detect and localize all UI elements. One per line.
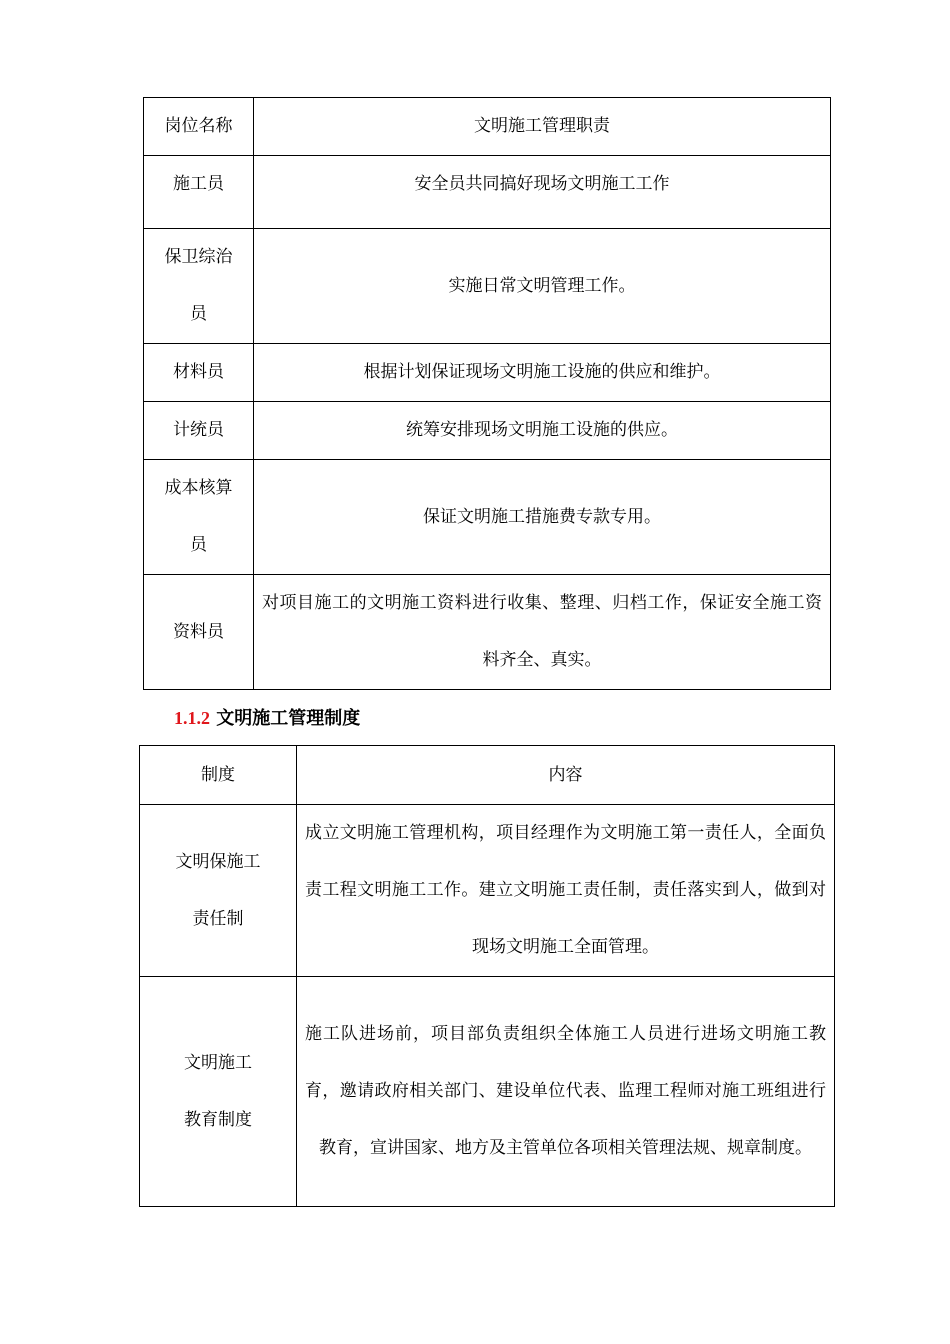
header-duty: 文明施工管理职责 [254,98,831,156]
table-row [144,575,831,690]
table-row [144,344,831,402]
section-title: 文明施工管理制度 [216,708,361,729]
header-system: 制度 [140,746,297,805]
table-row [144,402,831,460]
table-row [140,805,835,977]
table-row [144,156,831,229]
position-cell: 资料员 [144,575,254,690]
table-row [144,229,831,344]
duty-cell: 对项目施工的文明施工资料进行收集、整理、归档工作，保证安全施工资料齐全、真实。 [254,575,831,690]
table-header-row [140,746,835,805]
system-cell: 文明施工教育制度 [140,977,297,1207]
content-cell: 施工队进场前，项目部负责组织全体施工人员进行进场文明施工教育，邀请政府相关部门、建设单位代表、监理工程师对施工班组进行教育，宣讲国家、地方及主管单位各项相关管理法规、规章制度。 [297,977,835,1207]
duty-cell: 保证文明施工措施费专款专用。 [254,460,831,575]
position-cell: 成本核算员 [144,460,254,575]
section-number: 1.1.2 [174,708,210,728]
duty-cell: 根据计划保证现场文明施工设施的供应和维护。 [254,344,831,402]
duty-table [143,97,831,690]
system-cell: 文明保施工责任制 [140,805,297,977]
header-position: 岗位名称 [144,98,254,156]
table-row [144,460,831,575]
content-cell: 成立文明施工管理机构，项目经理作为文明施工第一责任人，全面负责工程文明施工工作。建立文明施工责任制，责任落实到人，做到对现场文明施工全面管理。 [297,805,835,977]
table-row [140,977,835,1207]
section-heading [174,704,360,730]
position-cell: 施工员 [144,156,254,229]
duty-cell: 实施日常文明管理工作。 [254,229,831,344]
position-cell: 保卫综治员 [144,229,254,344]
position-cell: 计统员 [144,402,254,460]
position-cell: 材料员 [144,344,254,402]
header-content: 内容 [297,746,835,805]
system-table [139,745,835,1207]
table-header-row [144,98,831,156]
duty-cell: 统筹安排现场文明施工设施的供应。 [254,402,831,460]
duty-cell: 安全员共同搞好现场文明施工工作 [254,156,831,229]
